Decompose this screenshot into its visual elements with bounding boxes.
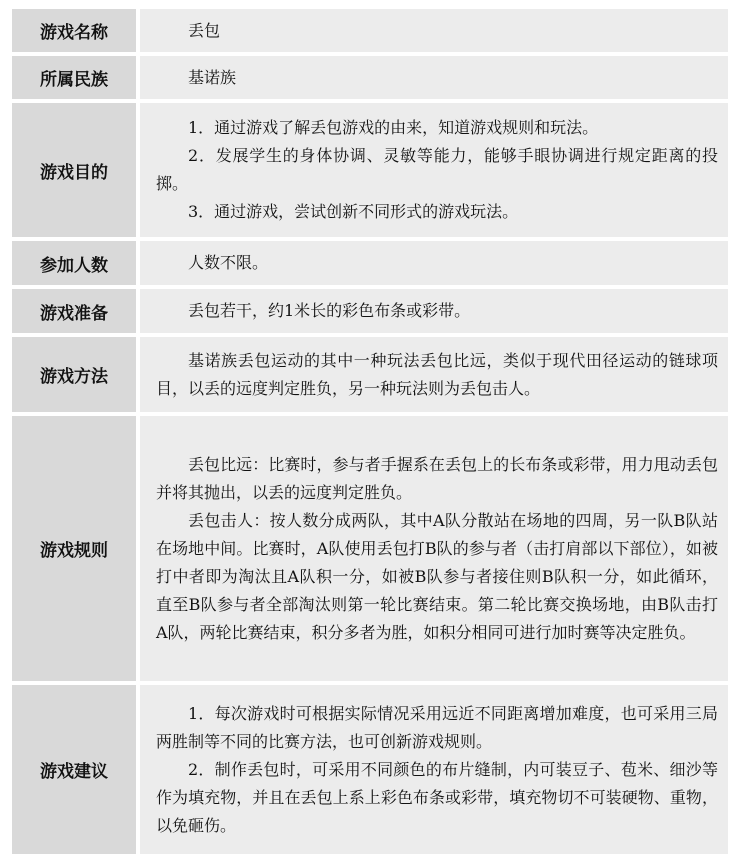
paragraph: 2．制作丢包时，可采用不同颜色的布片缝制，内可装豆子、苞米、细沙等作为填充物，并且在丢包上系上彩色布条或彩带，填充物切不可装硬物、重物，以免砸伤。 [156,759,718,835]
content-game-purpose [140,103,728,237]
label-game-purpose: 游戏目的 [12,103,136,237]
row-method [12,337,728,412]
row-game-name [12,9,728,52]
label-preparation: 游戏准备 [12,289,136,333]
label-participants: 参加人数 [12,241,136,285]
row-game-purpose [12,103,728,237]
paragraph: 1．每次游戏时可根据实际情况采用远近不同距离增加难度，也可采用三局两胜制等不同的比赛方法，也可创新游戏规则。 [156,703,718,751]
paragraph: 基诺族丢包运动的其中一种玩法丢包比远，类似于现代田径运动的链球项目，以丢的远度判定胜负，另一种玩法则为丢包击人。 [156,350,718,398]
paragraph: 3．通过游戏，尝试创新不同形式的游戏玩法。 [188,202,519,221]
row-suggestions [12,685,728,854]
paragraph: 基诺族 [188,67,237,87]
label-method: 游戏方法 [12,337,136,412]
paragraph: 1．通过游戏了解丢包游戏的由来，知道游戏规则和玩法。 [188,118,599,137]
label-game-name: 游戏名称 [12,9,136,52]
game-info-table [12,9,728,854]
content-rules [140,416,728,681]
row-participants [12,241,728,285]
content-participants [140,241,728,285]
paragraph: 丢包比远：比赛时，参与者手握系在丢包上的长布条或彩带，用力甩动丢包并将其抛出，以丢的远度判定胜负。 [156,454,718,502]
row-rules [12,416,728,681]
paragraph: 2．发展学生的身体协调、灵敏等能力，能够手眼协调进行规定距离的投掷。 [156,146,718,193]
row-ethnic-group [12,56,728,99]
row-preparation [12,289,728,333]
paragraph: 丢包 [188,20,221,40]
label-ethnic-group: 所属民族 [12,56,136,99]
paragraph: 丢包击人：按人数分成两队，其中A队分散站在场地的四周，另一队B队站在场地中间。比赛时，A队使用丢包打B队的参与者（击打肩部以下部位），如被打中者即为淘汰且A队积一分，如被B队参与者接住则B队积一分，如此循环，直至B队参与者全部淘汰则第一轮比赛结束。第二轮比赛交换场地，由B队击打A队，两轮比赛结束，积分多者为胜，如积分相同可进行加时赛等决定胜负。 [156,510,718,642]
label-rules: 游戏规则 [12,416,136,681]
label-suggestions: 游戏建议 [12,685,136,854]
paragraph: 丢包若干，约1米长的彩色布条或彩带。 [188,301,471,320]
content-preparation [140,289,728,333]
content-suggestions [140,685,728,854]
content-method [140,337,728,412]
content-ethnic-group [140,56,728,99]
content-game-name [140,9,728,52]
paragraph: 人数不限。 [188,253,269,272]
